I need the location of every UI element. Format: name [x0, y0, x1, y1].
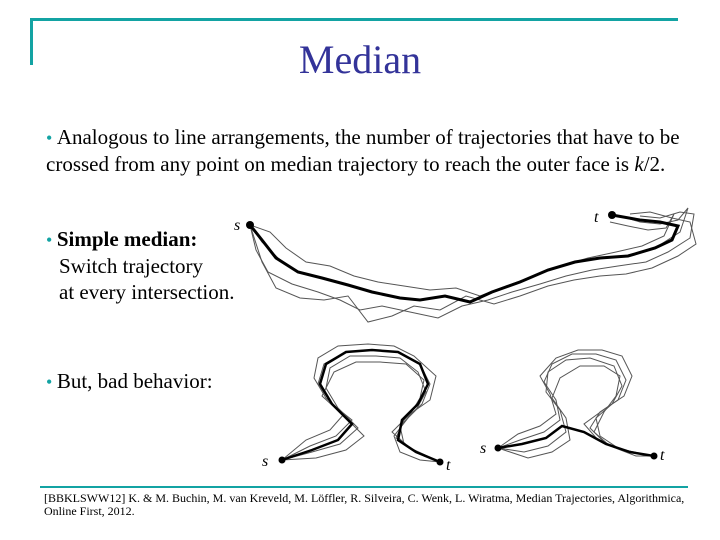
bullet-1-k: k — [634, 152, 644, 176]
bullet-1-text: Analogous to line arrangements, the number of trajectories that have to be crossed from any point on median trajectory to reach the outer face is — [46, 125, 680, 176]
top-start-label: s — [234, 217, 241, 234]
bullet-2-heading: Simple median: — [56, 227, 198, 251]
bl-end-label: t — [446, 457, 451, 474]
top-trajectory-thin-3 — [250, 214, 674, 296]
bl-end-point — [437, 459, 444, 466]
bottom-right-trajectory-figure — [495, 350, 658, 460]
br-start-point — [495, 445, 502, 452]
bottom-frame-line — [40, 486, 688, 488]
top-end-label: t — [594, 209, 599, 226]
top-end-point — [608, 211, 616, 219]
bullet-1-end: /2. — [643, 152, 666, 176]
bullet-2-line-2: Switch trajectory — [59, 254, 204, 278]
top-trajectory-figure — [246, 208, 696, 322]
br-trajectory-thin-3 — [498, 350, 654, 456]
bl-start-label: s — [262, 453, 269, 470]
top-trajectory-median — [250, 215, 678, 302]
citation: [BBKLSWW12] K. & M. Buchin, M. van Kreveld, M. Löffler, R. Silveira, C. Wenk, L. Wiratma, Median Trajectories, Algorithmica, Online First, 2012. — [44, 491, 685, 518]
top-start-point — [246, 221, 254, 229]
bullet-1-icon: • — [46, 128, 57, 148]
bullet-3-text: But, bad behavior: — [56, 369, 213, 393]
br-end-point — [651, 453, 658, 460]
br-trajectory-thin-1 — [498, 354, 654, 456]
br-end-label: t — [660, 447, 665, 464]
bullet-2-icon: • — [46, 230, 57, 250]
bottom-left-trajectory-figure — [279, 344, 444, 466]
slide-title: Median — [298, 37, 422, 82]
bl-start-point — [279, 457, 286, 464]
bl-trajectory-thin-4 — [282, 362, 440, 462]
bullet-2-line-3: at every intersection. — [59, 280, 235, 304]
bullet-3-icon: • — [46, 372, 57, 392]
br-start-label: s — [480, 440, 487, 457]
top-trajectory-thin-4 — [250, 212, 696, 322]
bl-trajectory-median — [282, 350, 440, 462]
